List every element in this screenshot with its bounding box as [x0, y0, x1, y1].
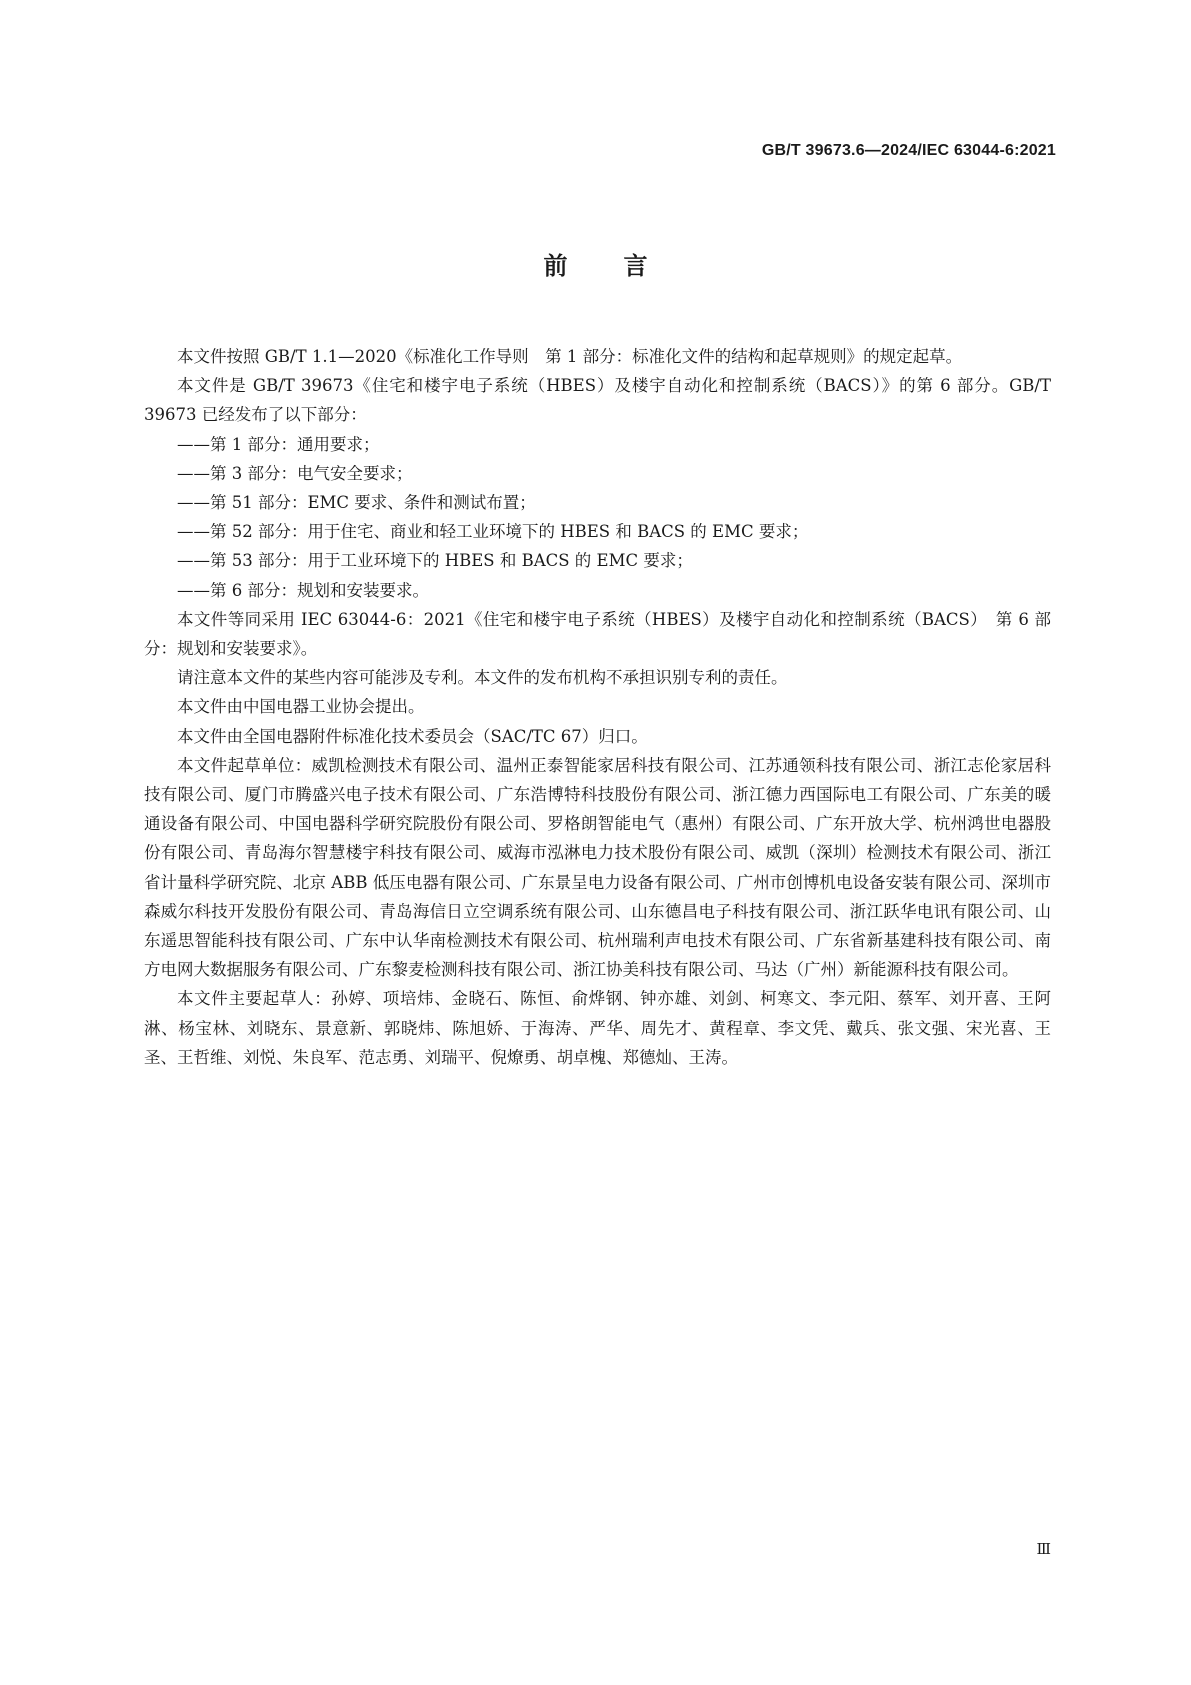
list-item-part-51: ——第 51 部分：EMC 要求、条件和测试布置； — [177, 493, 536, 513]
list-item-part-53: ——第 53 部分：用于工业环境下的 HBES 和 BACS 的 EMC 要求； — [177, 551, 693, 571]
page-number: Ⅲ — [1036, 1542, 1051, 1558]
foreword-body — [144, 342, 1051, 1072]
list-item-part-1: ——第 1 部分：通用要求； — [177, 434, 380, 454]
list-item-part-52: ——第 52 部分：用于住宅、商业和轻工业环境下的 HBES 和 BACS 的 EMC 要求； — [177, 522, 809, 542]
standard-code: GB/T 39673.6—2024/IEC 63044-6:2021 — [761, 142, 1056, 159]
list-item-part-6: ——第 6 部分：规划和安装要求。 — [177, 580, 429, 600]
paragraph-patent-notice: 请注意本文件的某些内容可能涉及专利。本文件的发布机构不承担识别专利的责任。 — [177, 668, 788, 688]
paragraph-drafting-rules: 本文件按照 GB/T 1.1—2020《标准化工作导则 第 1 部分：标准化文件的结构和起草规则》的规定起草。 — [177, 347, 963, 366]
paragraph-drafting-units: 本文件起草单位：威凯检测技术有限公司、温州正泰智能家居科技有限公司、江苏通领科技有限公司、浙江志伦家居科技有限公司、厦门市腾盛兴电子技术有限公司、广东浩博特科技股份有限公司、浙江德力西国际电工有限公司、广东美的暖通设备有限公司、中国电器科学研究院股份有限公司、罗格朗智能电气（惠州）有限公司、广东开放大学、杭州鸿世电器股份有限公司、青岛海尔智慧楼宇科技有限公司、威海市泓淋电力技术股份有限公司、威凯（深圳）检测技术有限公司、浙江省计量科学研究院、北京 ABB 低压电器有限公司、广东景呈电力设备有限公司、广州市创博机电设备安装有限公司、深圳市森威尔科技开发股份有限公司、青岛海信日立空调系统有限公司、山东德昌电子科技有限公司、浙江跃华电讯有限公司、山东遥思智能科技有限公司、广东中认华南检测技术有限公司、杭州瑞利声电技术有限公司、广东省新基建科技有限公司、南方电网大数据服务有限公司、广东黎麦检测科技有限公司、浙江协美科技有限公司、马达（广州）新能源科技有限公司。 — [144, 755, 1051, 980]
paragraph-proposer: 本文件由中国电器工业协会提出。 — [177, 697, 425, 717]
paragraph-drafters: 本文件主要起草人：孙婷、项培炜、金晓石、陈恒、俞烨钢、钟亦雄、刘剑、柯寒文、李元阳、蔡军、刘开喜、王阿淋、杨宝林、刘晓东、景意新、郭晓炜、陈旭娇、于海涛、严华、周先才、黄程章、李文凭、戴兵、张文强、宋光喜、王圣、王哲维、刘悦、朱良军、范志勇、刘瑞平、倪燎勇、胡卓槐、郑德灿、王涛。 — [144, 989, 1051, 1067]
list-item-part-3: ——第 3 部分：电气安全要求； — [177, 463, 413, 483]
paragraph-committee: 本文件由全国电器附件标准化技术委员会（SAC/TC 67）归口。 — [177, 726, 648, 746]
paragraph-series-intro: 本文件是 GB/T 39673《住宅和楼宇电子系统（HBES）及楼宇自动化和控制系统（BACS）》的第 6 部分。GB/T 39673 已经发布了以下部分： — [144, 376, 1051, 425]
paragraph-equivalence: 本文件等同采用 IEC 63044-6：2021《住宅和楼宇电子系统（HBES）及楼宇自动化和控制系统（BACS） 第 6 部分：规划和安装要求》。 — [144, 609, 1051, 659]
page-title: 前言 — [543, 252, 704, 280]
